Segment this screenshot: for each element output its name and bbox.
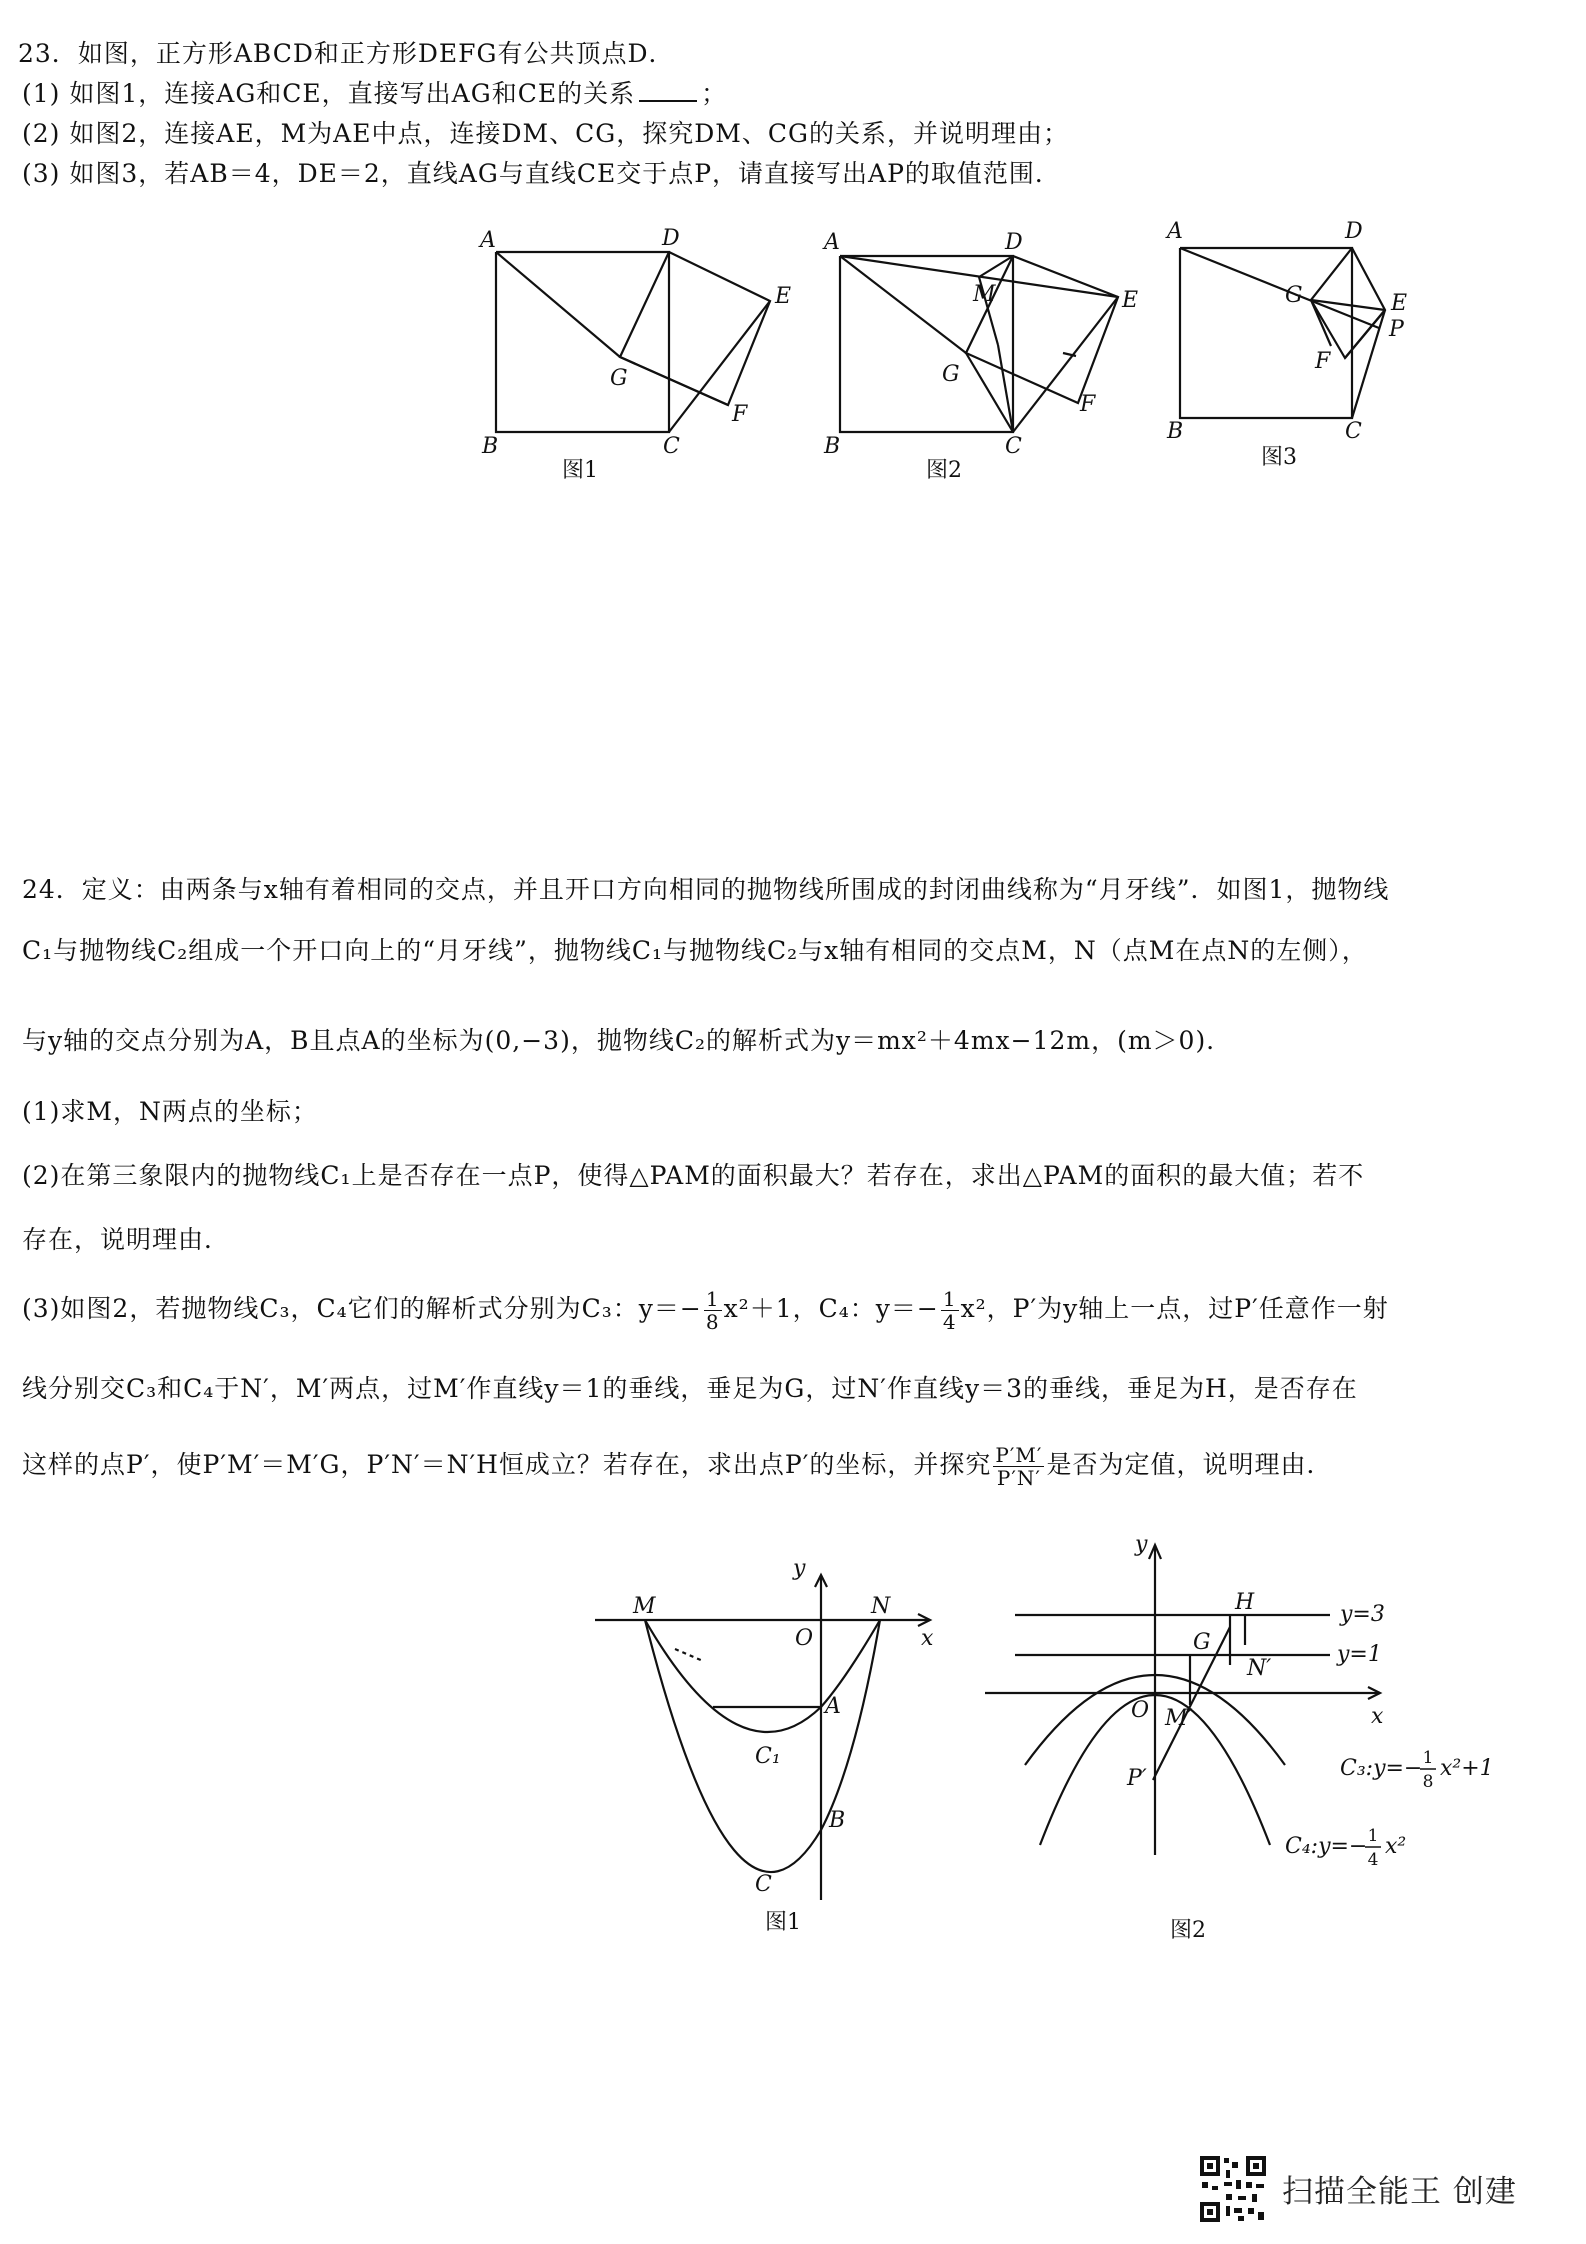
fig3-label: E bbox=[1391, 291, 1408, 316]
q24-line2: C₁与抛物线C₂组成一个开口向上的“月牙线”，抛物线C₁与抛物线C₂与x轴有相同的交点M，N（点M在点N的左侧）， bbox=[22, 936, 1368, 965]
q23-part1: (1) 如图1，连接AG和CE，直接写出AG和CE的关系 ； bbox=[22, 79, 728, 108]
fig2-label: A bbox=[824, 230, 840, 255]
q23-stem: 23．如图，正方形ABCD和正方形DEFG有公共顶点D． bbox=[18, 39, 675, 68]
svg-text:x²+1: x²+1 bbox=[1440, 1756, 1494, 1781]
fig1-label: G bbox=[610, 366, 628, 391]
fraction-pm-pn: $\frac{P'M'}{P'N'}$ bbox=[995, 1443, 1043, 1490]
fig2-c4-label bbox=[1285, 1826, 1406, 1870]
svg-text:x²: x² bbox=[1385, 1834, 1407, 1859]
fraction-1-4: $\frac{1}{4}$ bbox=[942, 1287, 957, 1334]
fig2-caption: 图2 bbox=[926, 458, 962, 483]
q24-line3: 与y轴的交点分别为A，B且点A的坐标为(0,−3)，抛物线C₂的解析式为y＝mx²＋4mx−12m，(m＞0)． bbox=[22, 1026, 1233, 1055]
fig3-label: G bbox=[1285, 283, 1303, 308]
fig1-point-label: C bbox=[755, 1872, 772, 1897]
fig3-label: B bbox=[1167, 419, 1184, 444]
fig2-point-label: M′ bbox=[1165, 1706, 1193, 1731]
fig3-label: D bbox=[1345, 219, 1363, 244]
fig2-label: M bbox=[973, 282, 996, 307]
fig1-label: C bbox=[663, 434, 680, 459]
q23-figure-1 bbox=[470, 225, 800, 485]
svg-text:C₃:y=−: C₃:y=− bbox=[1340, 1756, 1423, 1781]
fig3-label: A bbox=[1167, 219, 1183, 244]
fig2-point-label: H bbox=[1235, 1590, 1255, 1615]
svg-text:4: 4 bbox=[1367, 1850, 1379, 1870]
fig1-point-label: N bbox=[871, 1594, 891, 1619]
fig2-c3-label bbox=[1340, 1748, 1494, 1792]
fig1-label: B bbox=[482, 434, 499, 459]
fig1-label: F bbox=[732, 402, 748, 427]
fig1-caption: 图1 bbox=[765, 1910, 801, 1935]
fig3-caption: 图3 bbox=[1261, 445, 1297, 470]
svg-text:C₄:y=−: C₄:y=− bbox=[1285, 1834, 1368, 1859]
fig1-axis-label: x bbox=[921, 1626, 934, 1651]
fig1-curve-label: C₁ bbox=[755, 1744, 781, 1769]
fig1-point-label: O bbox=[795, 1626, 814, 1651]
q24-part3-b: 线分别交C₃和C₄于N′，M′两点，过M′作直线y＝1的垂线，垂足为G，过N′作直线y＝3的垂线，垂足为H，是否存在 bbox=[22, 1374, 1358, 1403]
q23-figure-3 bbox=[1155, 218, 1455, 478]
fig1-caption: 图1 bbox=[562, 458, 598, 483]
q24-part2-a: (2)在第三象限内的抛物线C₁上是否存在一点P，使得△PAM的面积最大？若存在，求出△PAM的面积的最大值；若不 bbox=[22, 1161, 1365, 1190]
fig2-label: E bbox=[1122, 288, 1139, 313]
q24-figure-2 bbox=[985, 1532, 1530, 1945]
svg-text:1: 1 bbox=[1422, 1748, 1434, 1768]
fig1-point-label: B bbox=[829, 1808, 846, 1833]
fig2-point-label: O bbox=[1131, 1698, 1150, 1723]
fig2-line-label: y=3 bbox=[1340, 1602, 1385, 1627]
fig1-point-label: M bbox=[633, 1594, 656, 1619]
fig2-label: C bbox=[1005, 434, 1022, 459]
fig1-axis-label: y bbox=[793, 1556, 806, 1581]
fig2-point-label: P′ bbox=[1127, 1766, 1147, 1791]
fig1-label: E bbox=[775, 284, 792, 309]
fig2-label: G bbox=[942, 362, 960, 387]
q23-part2: (2) 如图2，连接AE，M为AE中点，连接DM、CG，探究DM、CG的关系，并说明理由； bbox=[22, 119, 1069, 148]
q24-part2-b: 存在，说明理由． bbox=[22, 1225, 231, 1254]
fig2-point-label: G bbox=[1193, 1630, 1211, 1655]
fig2-label: D bbox=[1005, 230, 1023, 255]
fig2-label: F bbox=[1080, 392, 1096, 417]
fig2-caption: 图2 bbox=[1170, 1918, 1206, 1943]
fig2-axis-label: x bbox=[1371, 1704, 1384, 1729]
q23-figure-2 bbox=[818, 225, 1158, 485]
fig3-label: P bbox=[1389, 317, 1404, 342]
answer-blank bbox=[639, 80, 697, 102]
q24-part3-a: (3)如图2，若抛物线C₃，C₄它们的解析式分别为C₃：y＝− $\frac{1}{8}$ x²＋1，C₄：y＝− $\frac{1}{4}$ x²，P′为y轴上一点，过P′任意作一射 bbox=[22, 1287, 1389, 1334]
svg-text:8: 8 bbox=[1422, 1772, 1434, 1792]
q23-part3: (3) 如图3，若AB＝4，DE＝2，直线AG与直线CE交于点P，请直接写出AP的取值范围． bbox=[22, 159, 1061, 188]
q24-figure-1 bbox=[585, 1555, 945, 1935]
scanner-brand: 扫描全能王 创建 bbox=[1282, 2174, 1517, 2210]
qr-code-icon bbox=[1198, 2154, 1268, 2224]
q24-part3-c: 这样的点P′，使P′M′＝M′G，P′N′＝N′H恒成立？若存在，求出点P′的坐标，并探究 $\frac{P'M'}{P'N'}$ 是否为定值，说明理由． bbox=[22, 1443, 1333, 1490]
q24-line1: 24．定义：由两条与x轴有着相同的交点，并且开口方向相同的抛物线所围成的封闭曲线称为“月牙线”．如图1，抛物线 bbox=[22, 875, 1390, 904]
fig2-axis-label: y bbox=[1135, 1532, 1148, 1557]
svg-text:1: 1 bbox=[1367, 1826, 1379, 1846]
q24-part1: (1)求M，N两点的坐标； bbox=[22, 1097, 318, 1126]
fig1-label: D bbox=[662, 226, 680, 251]
fig2-point-label: N′ bbox=[1247, 1656, 1272, 1681]
fig2-label: B bbox=[824, 434, 841, 459]
fig2-line-label: y=1 bbox=[1337, 1642, 1382, 1667]
fig1-label: A bbox=[480, 228, 496, 253]
fig3-label: F bbox=[1315, 349, 1331, 374]
fraction-1-8: $\frac{1}{8}$ bbox=[705, 1287, 720, 1334]
fig1-point-label: A bbox=[825, 1694, 841, 1719]
fig3-label: C bbox=[1345, 419, 1362, 444]
